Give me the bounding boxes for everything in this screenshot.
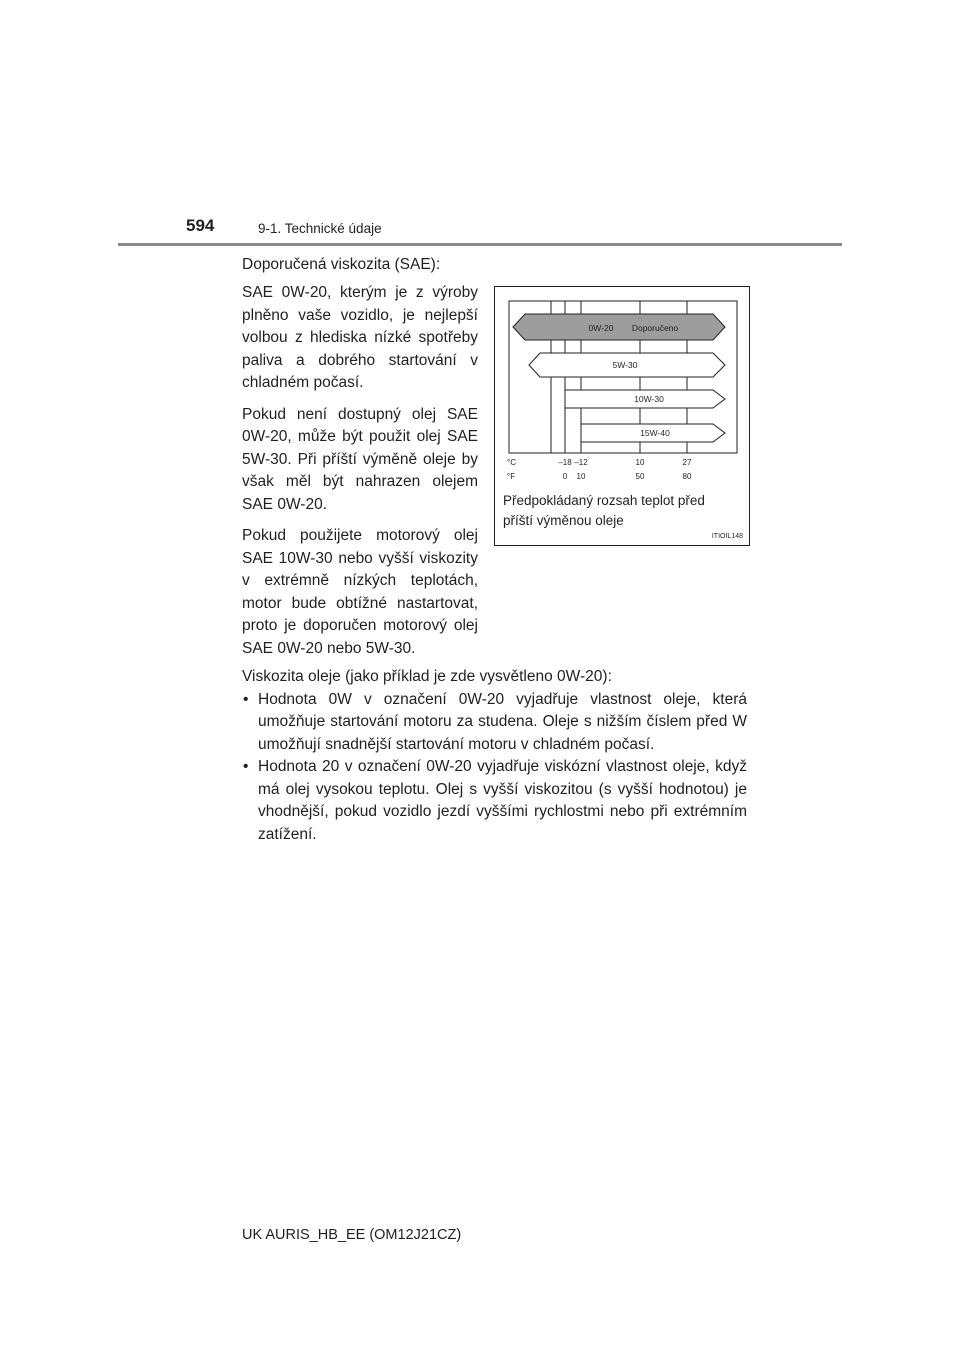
tick-f-10: 10 bbox=[576, 472, 586, 481]
list-item bbox=[242, 689, 747, 757]
paragraph-recommended: SAE 0W-20, kterým je z výroby plněno vaše vozidlo, je nejlepší volbou z hlediska nízké spotřeby paliva a dobrého startování v chladném počasí. bbox=[242, 284, 478, 391]
viscosity-chart-figure bbox=[494, 286, 750, 546]
figure-code: ITIOIL148 bbox=[711, 533, 743, 540]
bar-0w20 bbox=[513, 314, 725, 340]
bar-label-5w30: 5W-30 bbox=[612, 360, 638, 370]
tick-c-minus18: –18 bbox=[558, 458, 572, 467]
viscosity-explanation bbox=[242, 666, 747, 846]
bullet-icon: • bbox=[243, 758, 249, 775]
list-item-text: Hodnota 20 v označení 0W-20 vyjadřuje viskózní vlastnost oleje, když má olej vysokou teplotu. Olej s vyšší viskozitou (s vyšší hodnotou) je vhodnější, pokud vozidlo jezdí vyššími rychlostmi nebo při extrémním zatížení. bbox=[258, 758, 747, 843]
tick-f-50: 50 bbox=[635, 472, 645, 481]
tick-c-10: 10 bbox=[635, 458, 645, 467]
explanation-list bbox=[242, 689, 747, 847]
tick-f-0: 0 bbox=[562, 472, 568, 481]
list-item bbox=[242, 756, 747, 846]
tick-c-27: 27 bbox=[682, 458, 692, 467]
caption-line-2: příští výměnou oleje bbox=[503, 513, 624, 528]
unit-celsius: °C bbox=[507, 458, 516, 467]
explanation-intro: Viskozita oleje (jako příklad je zde vysvětleno 0W-20): bbox=[242, 668, 612, 685]
figure-caption bbox=[503, 491, 705, 531]
header-divider bbox=[118, 243, 842, 246]
tick-c-minus12: –12 bbox=[574, 458, 588, 467]
viscosity-heading: Doporučená viskozita (SAE): bbox=[242, 256, 441, 273]
bar-tag-recommended: Doporučeno bbox=[631, 323, 679, 333]
document-footer: UK AURIS_HB_EE (OM12J21CZ) bbox=[242, 1227, 462, 1243]
list-item-text: Hodnota 0W v označení 0W-20 vyjadřuje vlastnost oleje, která umožňuje startování motoru za studena. Oleje s nižším číslem před W umožňují snadnější startování motoru v chladném počasí. bbox=[258, 690, 747, 753]
bar-label-10w30: 10W-30 bbox=[634, 394, 664, 404]
unit-fahrenheit: °F bbox=[507, 472, 516, 481]
left-text-column bbox=[242, 282, 478, 669]
paragraph-alternative: Pokud není dostupný olej SAE 0W-20, může být použit olej SAE 5W-30. Při příští výměně oleje by však měl být nahrazen olejem SAE 0W-20. bbox=[242, 405, 478, 513]
caption-line-1: Předpokládaný rozsah teplot před bbox=[503, 493, 705, 508]
section-title: 9-1. Technické údaje bbox=[258, 221, 382, 236]
paragraph-warning: Pokud použijete motorový olej SAE 10W-30 nebo vyšší viskozity v extrémně nízkých teplotách, motor bude obtížné nastartovat, proto je doporučen motorový olej SAE 0W-20 nebo 5W-30. bbox=[242, 527, 478, 657]
bar-label-15w40: 15W-40 bbox=[640, 428, 670, 438]
tick-f-80: 80 bbox=[682, 472, 692, 481]
bar-label-0w20: 0W-20 bbox=[588, 323, 614, 333]
page-number: 594 bbox=[186, 216, 215, 235]
bullet-icon: • bbox=[243, 690, 249, 708]
